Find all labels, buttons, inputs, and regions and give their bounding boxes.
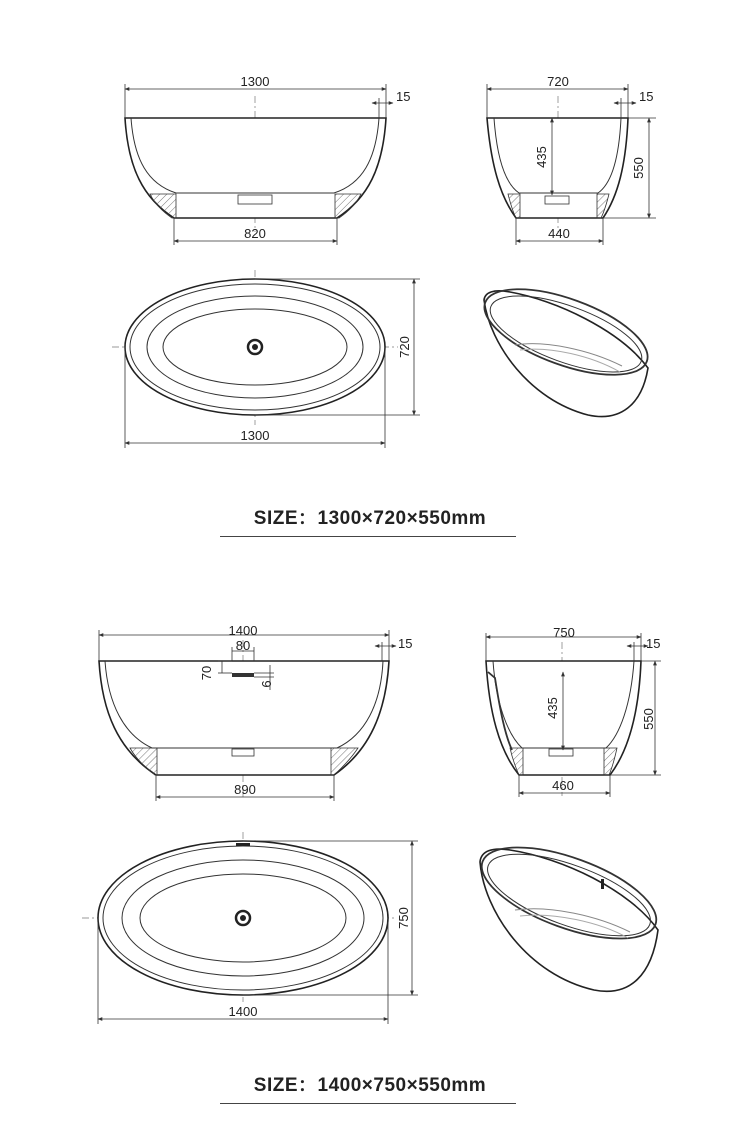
size-label: SIZE： [253, 508, 318, 529]
size-value: 1300×720×550mm [317, 508, 487, 529]
model1-front-view [125, 74, 410, 245]
model2-size-caption [220, 1070, 520, 1097]
model1-perspective-view [474, 272, 658, 417]
front-rim-label: 15 [396, 89, 411, 104]
front-base-label: 820 [244, 226, 266, 241]
side2-height-label: 550 [641, 708, 656, 730]
side-height-label: 550 [631, 157, 646, 179]
side-inner-depth-label: 435 [534, 146, 549, 168]
front-width-label: 1300 [240, 74, 270, 89]
top-length-label: 1300 [240, 428, 270, 443]
side-width-label: 720 [547, 74, 569, 89]
model1-side-view [487, 74, 656, 245]
front2-overflow-width-label: 80 [235, 638, 251, 653]
side2-inner-depth-label: 435 [545, 697, 560, 719]
model2-size-underline [220, 1103, 516, 1104]
top-width-label: 720 [397, 336, 412, 358]
size-label: SIZE： [253, 1075, 318, 1096]
size-value: 1400×750×550mm [317, 1075, 487, 1096]
front2-base-label: 890 [234, 782, 256, 797]
side2-base-label: 460 [552, 778, 574, 793]
model2-perspective-view [471, 829, 668, 992]
front2-rim-label: 15 [398, 636, 413, 651]
model1-size-caption [220, 503, 520, 530]
side-rim-label: 15 [639, 89, 654, 104]
model1-size-underline [220, 536, 516, 537]
model1-top-view [112, 270, 420, 448]
side2-width-label: 750 [553, 625, 575, 640]
side2-rim-label: 15 [646, 636, 661, 651]
front2-overflow-gap-label: 6 [259, 680, 274, 688]
top2-length-label: 1400 [228, 1004, 258, 1019]
model2-top-view [82, 832, 418, 1024]
model2-side-view [486, 625, 661, 797]
model2-front-view [99, 623, 412, 801]
side-base-label: 440 [548, 226, 570, 241]
top2-width-label: 750 [396, 907, 411, 929]
front2-width-label: 1400 [228, 623, 258, 638]
front2-overflow-height-label: 70 [199, 665, 214, 681]
